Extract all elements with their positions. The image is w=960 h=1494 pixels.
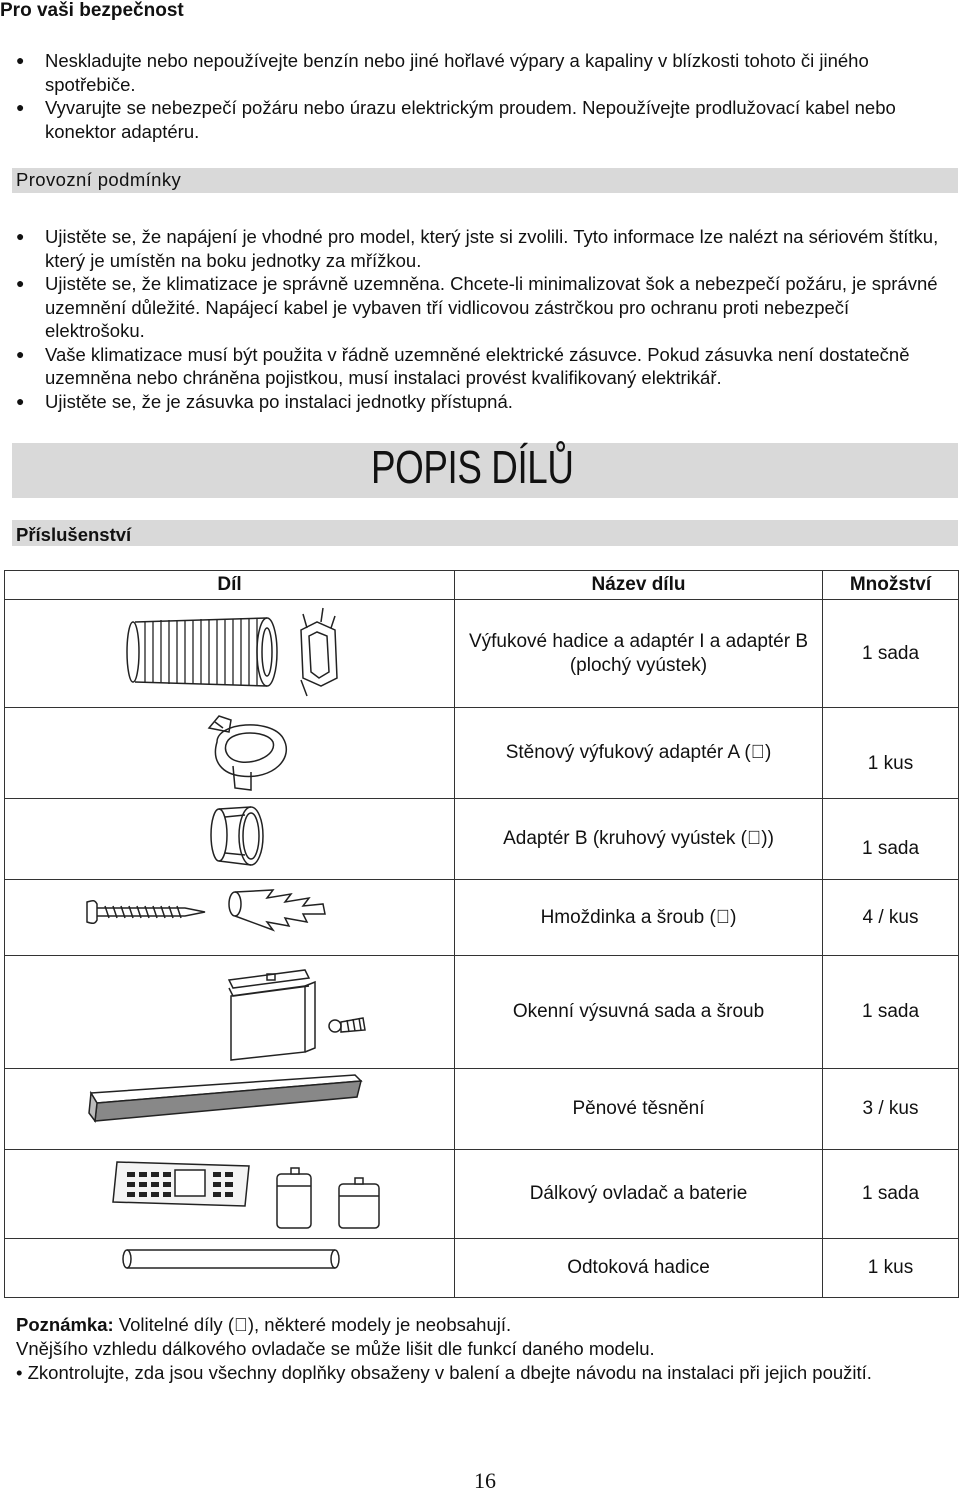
round-adapter-icon xyxy=(5,799,455,879)
column-header-qty: Množství xyxy=(823,571,959,600)
table-header-row xyxy=(5,571,959,600)
part-qty: 3 / kus xyxy=(823,1069,959,1150)
note-block xyxy=(16,1313,946,1385)
table-row xyxy=(5,708,959,799)
note-label: Poznámka: xyxy=(16,1314,114,1335)
bullet-icon: ● xyxy=(16,99,25,115)
window-slider-icon xyxy=(5,956,455,1068)
table-row xyxy=(5,1239,959,1298)
part-name: Odtoková hadice xyxy=(455,1239,823,1298)
conditions-heading: Provozní podmínky xyxy=(16,169,182,190)
part-qty: 4 / kus xyxy=(823,880,959,956)
table-row xyxy=(5,600,959,708)
table-row xyxy=(5,880,959,956)
column-header-name: Název dílu xyxy=(455,571,823,600)
list-item: ● Ujistěte se, že klimatizace je správně uzemněna. Chcete-li minimalizovat šok a nebezpečí požáru, je správné uzemnění důležité. Napájecí kabel je vybaven tří vidlicovou zástrčkou pro ochranu proti nebezpečí elektrošoku. xyxy=(16,273,938,341)
note-line-1: Poznámka: Volitelné díly ( ), některé modely je neobsahují. xyxy=(16,1314,503,1335)
part-qty: 1 kus xyxy=(823,1239,959,1298)
bullet-icon: ● xyxy=(16,392,25,409)
table-row xyxy=(5,1069,959,1150)
drain-hose-icon xyxy=(5,1239,455,1297)
part-qty: 1 sada xyxy=(823,1150,959,1239)
table-row xyxy=(5,956,959,1069)
part-image-cell xyxy=(5,1239,455,1298)
part-image-cell xyxy=(5,708,455,799)
list-item: ● Vaše klimatizace musí být použita v řádně uzemněné elektrické zásuvce. Pokud zásuvka není dostatečně uzemněna nebo chráněna pojistkou, musí instalaci provést kvalifikovaný elektrikář. xyxy=(16,343,910,388)
list-item: ● Ujistěte se, že je zásuvka po instalaci jednotky přístupná. xyxy=(16,390,513,412)
list-item: ● Neskladujte nebo nepoužívejte benzín nebo jiné hořlavé výpary a kapaliny v blízkosti tohoto či jiného spotřebiče. xyxy=(16,50,869,95)
part-name: Okenní výsuvná sada a šroub xyxy=(455,956,823,1069)
part-name: Výfukové hadice a adaptér I a adaptér B (plochý vyústek) xyxy=(455,600,823,708)
bullet-icon: ● xyxy=(16,52,25,68)
part-image-cell xyxy=(5,1150,455,1239)
part-image-cell xyxy=(5,600,455,708)
part-qty: 1 kus xyxy=(823,708,959,799)
table-row xyxy=(5,1150,959,1239)
part-name: Dálkový ovladač a baterie xyxy=(455,1150,823,1239)
part-image-cell xyxy=(5,799,455,880)
part-name: Stěnový výfukový adaptér A ( ) xyxy=(455,708,823,799)
safety-heading: Pro vaši bezpečnost xyxy=(0,0,184,21)
conditions-heading-bar xyxy=(12,168,958,193)
list-item: ● Ujistěte se, že napájení je vhodné pro model, který jste si zvolili. Tyto informace lze nalézt na sériovém štítku, který je umístěn na boku jednotky za mřížkou. xyxy=(16,226,939,271)
parts-table xyxy=(4,570,959,1298)
part-name: Adaptér B (kruhový vyústek ( )) xyxy=(455,799,823,880)
safety-list xyxy=(14,49,954,143)
wall-adapter-icon xyxy=(5,708,455,798)
bullet-icon: ● xyxy=(16,275,25,291)
note-line-3: • Zkontrolujte, zda jsou všechny doplňky obsaženy v balení a dbejte návodu na instalaci při jejich použití. xyxy=(16,1362,872,1383)
part-image-cell xyxy=(5,956,455,1069)
exhaust-hose-icon xyxy=(5,600,455,707)
remote-batteries-icon xyxy=(5,1150,455,1238)
list-item: ● Vyvarujte se nebezpečí požáru nebo úrazu elektrickým proudem. Nepoužívejte prodlužovací kabel nebo konektor adaptéru. xyxy=(16,97,896,142)
accessories-bar xyxy=(12,520,958,546)
part-qty: 1 sada xyxy=(823,799,959,880)
column-header-part: Díl xyxy=(5,571,455,600)
part-qty: 1 sada xyxy=(823,956,959,1069)
part-image-cell xyxy=(5,880,455,956)
table-row xyxy=(5,799,959,880)
section-title: POPIS DÍLŮ xyxy=(371,441,574,493)
anchor-screw-icon xyxy=(5,880,455,955)
note-line-2: Vnějšího vzhledu dálkového ovladače se může lišit dle funkcí daného modelu. xyxy=(16,1338,655,1359)
page-number: 16 xyxy=(474,1468,496,1493)
conditions-list xyxy=(14,225,954,413)
part-image-cell xyxy=(5,1069,455,1150)
foam-seal-icon xyxy=(5,1069,455,1149)
part-qty: 1 sada xyxy=(823,600,959,708)
part-name: Hmoždinka a šroub ( ) xyxy=(455,880,823,956)
part-name: Pěnové těsnění xyxy=(455,1069,823,1150)
bullet-icon: ● xyxy=(16,345,25,362)
bullet-icon: ● xyxy=(16,228,25,244)
accessories-label: Příslušenství xyxy=(16,524,132,545)
